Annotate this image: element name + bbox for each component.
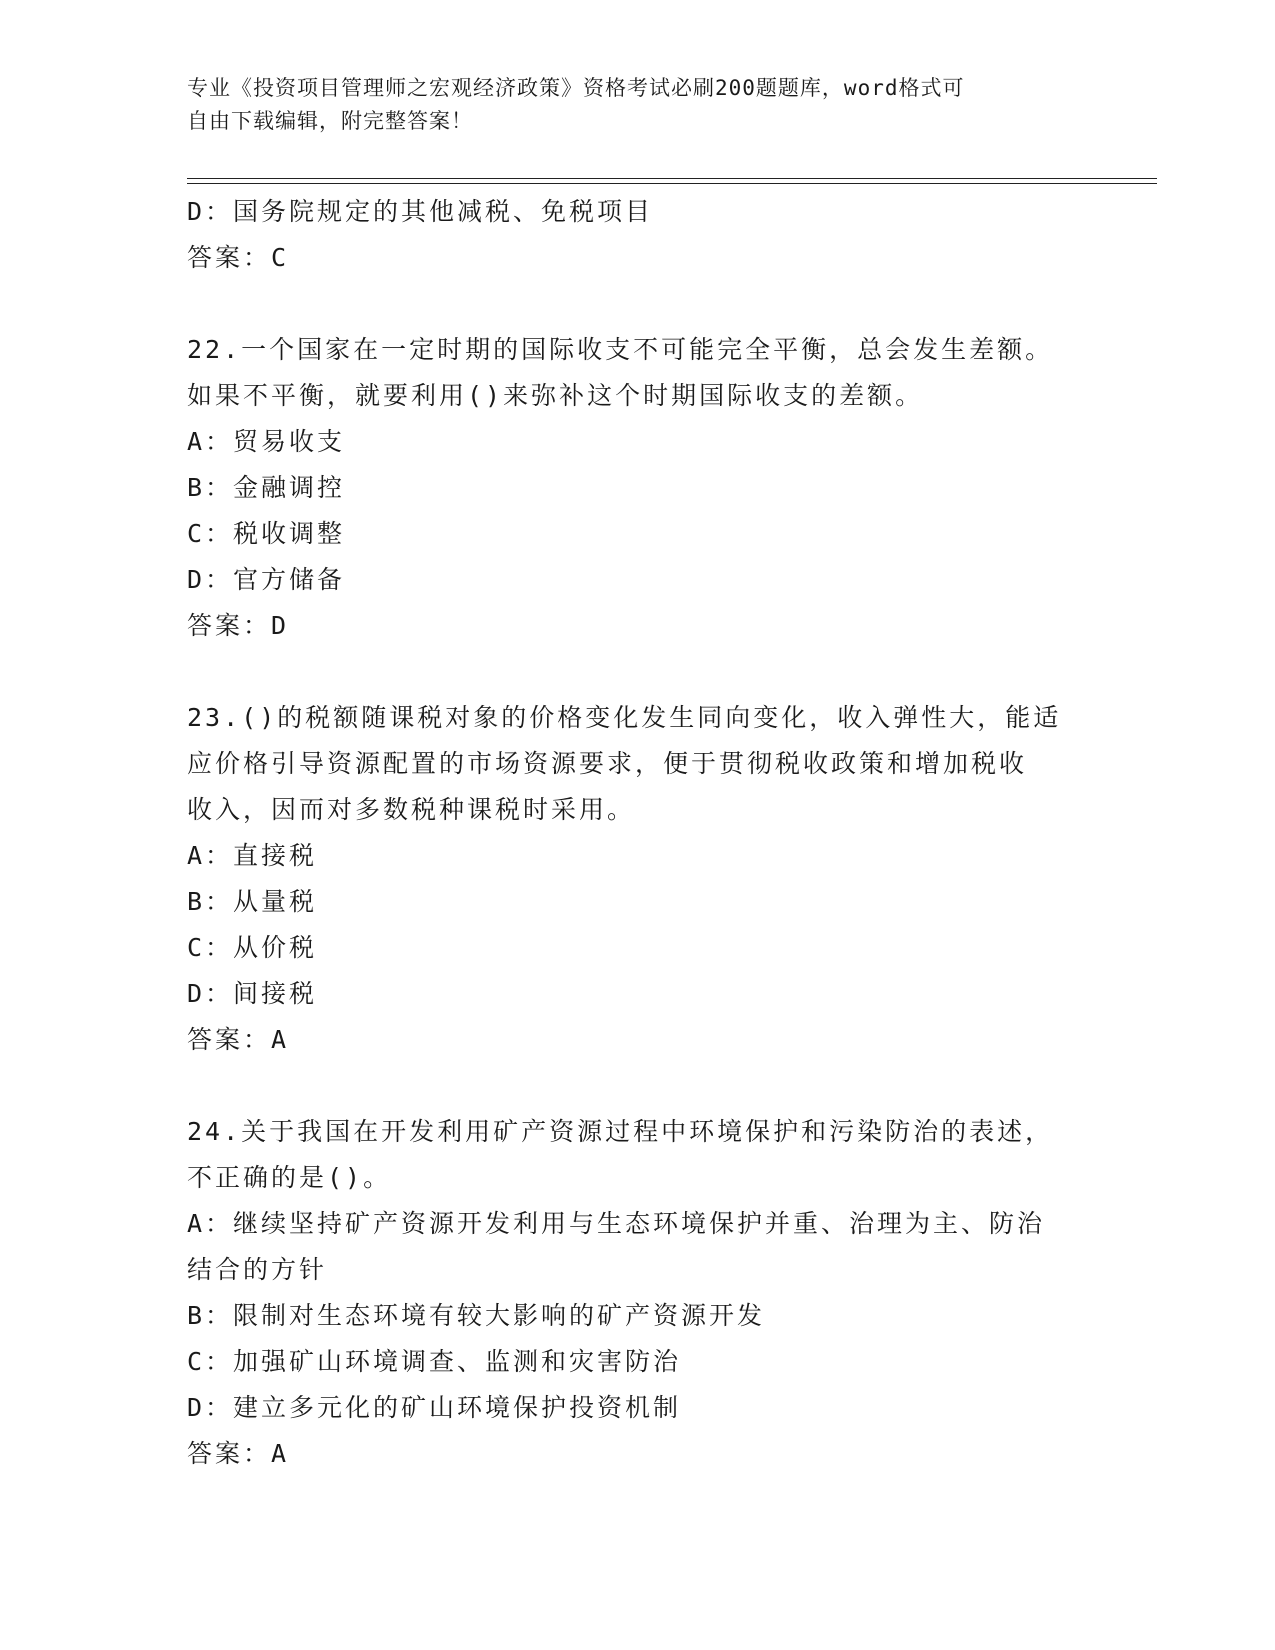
answer: 答案：D — [187, 611, 290, 640]
question-stem: 22.一个国家在一定时期的国际收支不可能完全平衡，总会发生差额。 — [187, 335, 1054, 364]
header-divider-top — [187, 178, 1157, 179]
option-b: B：限制对生态环境有较大影响的矿产资源开发 — [187, 1301, 766, 1330]
option-c: C：税收调整 — [187, 519, 346, 548]
question-stem: 23.()的税额随课税对象的价格变化发生同向变化，收入弹性大，能适 — [187, 703, 1062, 732]
question-stem: 如果不平衡，就要利用()来弥补这个时期国际收支的差额。 — [187, 381, 924, 410]
question-23 — [187, 695, 1087, 1063]
spacer — [187, 281, 1087, 327]
document-header — [187, 72, 1087, 138]
option-b: B：金融调控 — [187, 473, 346, 502]
option-d: D：建立多元化的矿山环境保护投资机制 — [187, 1393, 682, 1422]
document-body — [187, 189, 1087, 1477]
option-d: D：官方储备 — [187, 565, 346, 594]
option-d: D：国务院规定的其他减税、免税项目 — [187, 197, 654, 226]
question-stem: 24.关于我国在开发利用矿产资源过程中环境保护和污染防治的表述， — [187, 1117, 1054, 1146]
spacer — [187, 649, 1087, 695]
option-b: B：从量税 — [187, 887, 318, 916]
option-a-continued: 结合的方针 — [187, 1255, 328, 1284]
answer: 答案：A — [187, 1025, 290, 1054]
header-line-1: 专业《投资项目管理师之宏观经济政策》资格考试必刷200题题库，word格式可 — [187, 76, 965, 100]
question-stem: 收入，因而对多数税种课税时采用。 — [187, 795, 636, 824]
question-stem: 不正确的是()。 — [187, 1163, 392, 1192]
option-a: A：直接税 — [187, 841, 318, 870]
option-c: C：从价税 — [187, 933, 318, 962]
header-divider-bottom — [187, 183, 1157, 184]
option-c: C：加强矿山环境调查、监测和灾害防治 — [187, 1347, 682, 1376]
answer: 答案：C — [187, 243, 290, 272]
question-22 — [187, 327, 1087, 649]
header-line-2: 自由下载编辑，附完整答案！ — [187, 109, 473, 133]
question-stem: 应价格引导资源配置的市场资源要求，便于贯彻税收政策和增加税收 — [187, 749, 1028, 778]
option-d: D：间接税 — [187, 979, 318, 1008]
question-24 — [187, 1109, 1087, 1477]
spacer — [187, 1063, 1087, 1109]
option-a: A：继续坚持矿产资源开发利用与生态环境保护并重、治理为主、防治 — [187, 1209, 1046, 1238]
answer: 答案：A — [187, 1439, 290, 1468]
previous-question-tail — [187, 189, 1087, 281]
option-a: A：贸易收支 — [187, 427, 346, 456]
